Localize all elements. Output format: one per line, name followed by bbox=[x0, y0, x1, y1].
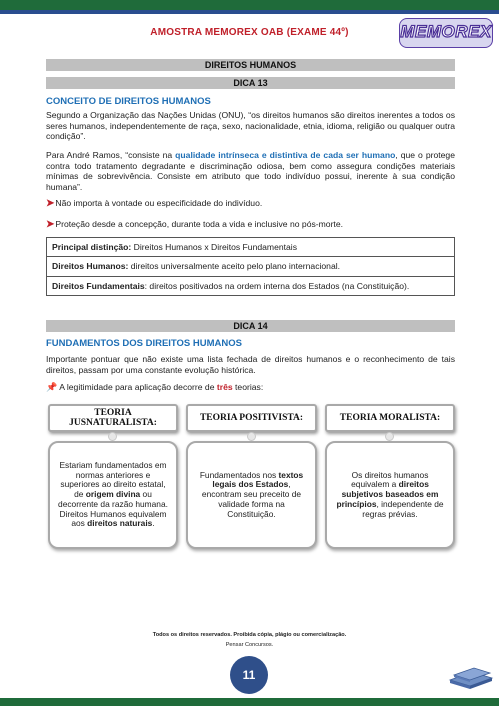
bullet-text-red: três bbox=[216, 382, 233, 392]
definitions-row bbox=[47, 257, 454, 276]
definitions-row bbox=[47, 238, 454, 257]
dica-13-paragraph-1: Segundo a Organização das Nações Unidas (ONU), “os direitos humanos são direitos inerentes a todos os seres humanos, independentemente de raça, sexo, nacionalidade, etnia, idioma, religião ou qualquer outra condição”. bbox=[46, 110, 455, 142]
theory-3-title: TEORIA MORALISTA: bbox=[325, 404, 455, 432]
dica-14-label: DICA 14 bbox=[46, 320, 455, 332]
theory-3-text-2: , independente de regras prévias. bbox=[362, 498, 444, 519]
theory-2-bold-1: textos legais dos Estados bbox=[212, 469, 304, 490]
dica-13-paragraph-2 bbox=[46, 150, 455, 192]
theory-1-text-2: ou decorrente da razão humana. bbox=[58, 489, 168, 509]
theory-1-body bbox=[48, 441, 178, 549]
section-title: DIREITOS HUMANOS bbox=[46, 59, 455, 71]
top-color-bar bbox=[0, 0, 499, 10]
bullet-1-text: Não importa à vontade ou especificidade do indivíduo. bbox=[55, 198, 263, 208]
theory-3-body bbox=[325, 441, 455, 549]
page-number: 11 bbox=[230, 656, 268, 694]
theory-3-text-1: Os direitos humanos equivalem a bbox=[351, 469, 429, 490]
red-arrow-icon: ➤ bbox=[46, 198, 55, 209]
footer-rights: Todos os direitos reservados. Proibida cópia, plágio ou comercialização. bbox=[152, 632, 347, 638]
theory-2-body bbox=[186, 441, 317, 549]
books-icon bbox=[446, 664, 496, 690]
bottom-color-bar bbox=[0, 698, 499, 706]
theory-1-text-4: . bbox=[152, 518, 155, 529]
bullet-2-text: Proteção desde a concepção, durante toda a vida e inclusive no pós-morte. bbox=[55, 219, 343, 229]
row-label: Direitos Humanos: bbox=[52, 261, 129, 272]
theory-1-text-3: Direitos Humanos equivalem aos bbox=[59, 508, 167, 529]
theory-3-bold-1: direitos subjetivos baseados em princípios bbox=[336, 479, 439, 509]
para2-text-post: , que o protege contra todo tratamento degradante e discriminação odiosa, bem como assegura condições materiais mínimas de sobrevivência. Consiste em atributo que todo indivíduo possui, inerente à sua condição humana”. bbox=[46, 150, 455, 192]
theory-1-text bbox=[58, 461, 168, 530]
dica-13-heading: CONCEITO DE DIREITOS HUMANOS bbox=[46, 96, 211, 107]
dica-13-bullet-1 bbox=[46, 198, 455, 209]
definitions-row bbox=[47, 277, 454, 295]
bullet-text-post: teorias: bbox=[232, 382, 264, 392]
theory-3-text bbox=[335, 471, 445, 520]
definitions-table bbox=[46, 237, 455, 296]
logo-text: MEMOREX bbox=[400, 22, 492, 41]
theory-1-bold-2: direitos naturais bbox=[87, 518, 153, 529]
connector-dot bbox=[385, 432, 394, 441]
bullet-text-pre: A legitimidade para aplicação decorre de bbox=[59, 382, 217, 392]
dica-14-paragraph: Importante pontuar que não existe uma lista fechada de direitos humanos e o reconhecimento de tais direitos, passam por uma constante evolução histórica. bbox=[46, 354, 455, 375]
memorex-logo bbox=[399, 18, 493, 48]
top-accent-bar bbox=[0, 10, 499, 14]
dica-14-heading: FUNDAMENTOS DOS DIREITOS HUMANOS bbox=[46, 338, 242, 349]
dica-13-bullet-2 bbox=[46, 219, 455, 230]
row-label: Principal distinção: bbox=[52, 242, 132, 252]
theory-2-text-2: , encontram seu preceito de validade forma na Constituição. bbox=[201, 479, 302, 519]
connector-dot bbox=[247, 432, 256, 441]
footer-brand: Pensar Concursos. bbox=[225, 642, 274, 648]
theory-2-text-1: Fundamentados nos bbox=[199, 469, 279, 480]
theory-2-title: TEORIA POSITIVISTA: bbox=[186, 404, 317, 432]
theory-2-text bbox=[196, 471, 307, 520]
dica-14-bullet bbox=[46, 382, 455, 392]
theory-1-bold-1: origem divina bbox=[85, 489, 141, 500]
para2-highlight: qualidade intrínseca e distintiva de cada ser humano bbox=[175, 150, 396, 160]
header-title: AMOSTRA MEMOREX OAB (EXAME 44º) bbox=[150, 27, 349, 38]
pushpin-icon: 📌 bbox=[46, 382, 58, 392]
row-text: direitos universalmente aceito pelo plano internacional. bbox=[128, 261, 341, 272]
para2-text-pre: Para André Ramos, “consiste na bbox=[46, 150, 176, 160]
row-text: : direitos positivados na ordem interna dos Estados (na Constituição). bbox=[144, 280, 410, 291]
dica-13-label: DICA 13 bbox=[46, 77, 455, 89]
red-arrow-icon: ➤ bbox=[46, 219, 55, 230]
row-label: Direitos Fundamentais bbox=[52, 280, 145, 291]
theory-1-text-1: Estariam fundamentados em normas anteriores e superiores ao direito estatal, de bbox=[59, 459, 167, 500]
theory-1-title: TEORIA JUSNATURALISTA: bbox=[48, 404, 178, 432]
connector-dot bbox=[108, 432, 117, 441]
row-text: Direitos Humanos x Direitos Fundamentais bbox=[131, 242, 298, 252]
